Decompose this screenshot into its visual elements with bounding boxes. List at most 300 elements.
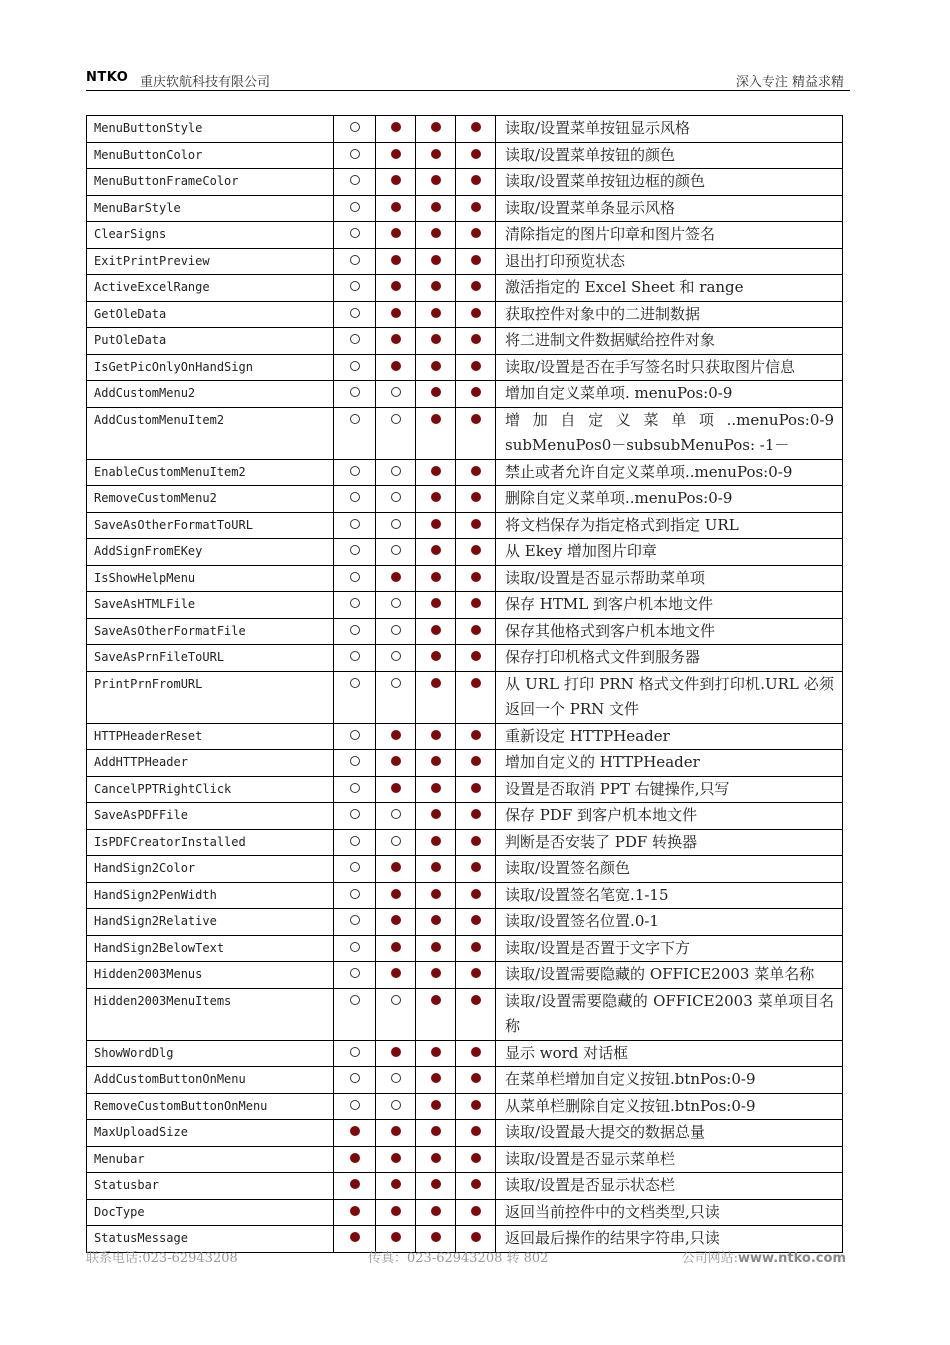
support-cell-3	[416, 856, 456, 883]
table-row	[87, 829, 843, 856]
open-circle-icon	[350, 862, 360, 872]
filled-circle-icon	[391, 889, 401, 899]
table-row	[87, 539, 843, 566]
support-cell-3	[416, 512, 456, 539]
api-name-cell: HandSign2Color	[87, 856, 334, 883]
api-description-cell: 读取/设置是否在手写签名时只获取图片信息	[496, 354, 843, 381]
filled-circle-icon	[431, 545, 441, 555]
api-name-cell: PutOleData	[87, 328, 334, 355]
support-cell-4	[456, 723, 496, 750]
support-cell-1	[334, 301, 376, 328]
filled-circle-icon	[471, 175, 481, 185]
filled-circle-icon	[431, 492, 441, 502]
filled-circle-icon	[471, 519, 481, 529]
filled-circle-icon	[471, 387, 481, 397]
api-name-cell: PrintPrnFromURL	[87, 671, 334, 723]
footer-website	[682, 1247, 846, 1266]
support-cell-1	[334, 354, 376, 381]
filled-circle-icon	[391, 783, 401, 793]
footer-fax: 传真：023-62943208 转 802	[368, 1251, 549, 1266]
support-cell-4	[456, 275, 496, 302]
api-name-cell: MenuBarStyle	[87, 195, 334, 222]
filled-circle-icon	[471, 678, 481, 688]
support-cell-2	[376, 1120, 416, 1147]
support-cell-2	[376, 909, 416, 936]
filled-circle-icon	[471, 1232, 481, 1242]
support-cell-2	[376, 1199, 416, 1226]
filled-circle-icon	[391, 730, 401, 740]
filled-circle-icon	[471, 598, 481, 608]
filled-circle-icon	[391, 281, 401, 291]
api-description-cell: 读取/设置需要隐藏的 OFFICE2003 菜单名称	[496, 962, 843, 989]
support-cell-2	[376, 328, 416, 355]
filled-circle-icon	[431, 809, 441, 819]
filled-circle-icon	[431, 1047, 441, 1057]
support-cell-1	[334, 1120, 376, 1147]
api-name-cell: GetOleData	[87, 301, 334, 328]
api-description-cell: 增 加 自 定 义 菜 单 项 ..menuPos:0-9 subMenuPos0－subsubMenuPos: -1－	[496, 407, 843, 459]
support-cell-4	[456, 248, 496, 275]
support-cell-3	[416, 169, 456, 196]
api-description-cell: 禁止或者允许自定义菜单项..menuPos:0-9	[496, 459, 843, 486]
support-cell-3	[416, 935, 456, 962]
table-row	[87, 512, 843, 539]
open-circle-icon	[350, 255, 360, 265]
filled-circle-icon	[431, 968, 441, 978]
support-cell-4	[456, 381, 496, 408]
filled-circle-icon	[431, 1206, 441, 1216]
support-cell-1	[334, 856, 376, 883]
support-cell-1	[334, 1040, 376, 1067]
filled-circle-icon	[431, 1073, 441, 1083]
open-circle-icon	[350, 730, 360, 740]
table-row	[87, 116, 843, 143]
api-description-cell: 读取/设置菜单按钮显示风格	[496, 116, 843, 143]
company-name: 重庆软航科技有限公司	[140, 75, 271, 90]
open-circle-icon	[350, 1047, 360, 1057]
support-cell-1	[334, 275, 376, 302]
filled-circle-icon	[431, 414, 441, 424]
support-cell-3	[416, 645, 456, 672]
open-circle-icon	[391, 466, 401, 476]
table-row	[87, 618, 843, 645]
table-row	[87, 909, 843, 936]
open-circle-icon	[391, 1100, 401, 1110]
support-cell-4	[456, 829, 496, 856]
open-circle-icon	[391, 598, 401, 608]
filled-circle-icon	[431, 836, 441, 846]
support-cell-4	[456, 856, 496, 883]
filled-circle-icon	[431, 625, 441, 635]
support-cell-4	[456, 803, 496, 830]
support-cell-3	[416, 486, 456, 513]
api-description-cell: 将二进制文件数据赋给控件对象	[496, 328, 843, 355]
open-circle-icon	[350, 1073, 360, 1083]
filled-circle-icon	[431, 202, 441, 212]
api-description-cell: 获取控件对象中的二进制数据	[496, 301, 843, 328]
support-cell-2	[376, 803, 416, 830]
open-circle-icon	[391, 625, 401, 635]
api-name-cell: MaxUploadSize	[87, 1120, 334, 1147]
api-name-cell: ActiveExcelRange	[87, 275, 334, 302]
support-cell-4	[456, 459, 496, 486]
api-description-cell: 读取/设置签名颜色	[496, 856, 843, 883]
support-cell-3	[416, 618, 456, 645]
api-name-cell: RemoveCustomButtonOnMenu	[87, 1093, 334, 1120]
support-cell-1	[334, 1199, 376, 1226]
filled-circle-icon	[431, 1232, 441, 1242]
open-circle-icon	[391, 545, 401, 555]
support-cell-3	[416, 459, 456, 486]
filled-circle-icon	[431, 387, 441, 397]
support-cell-3	[416, 381, 456, 408]
open-circle-icon	[350, 836, 360, 846]
open-circle-icon	[350, 334, 360, 344]
api-description-cell: 增加自定义的 HTTPHeader	[496, 750, 843, 777]
filled-circle-icon	[471, 1179, 481, 1189]
filled-circle-icon	[391, 1179, 401, 1189]
filled-circle-icon	[431, 175, 441, 185]
filled-circle-icon	[471, 1100, 481, 1110]
support-cell-2	[376, 275, 416, 302]
support-cell-2	[376, 723, 416, 750]
open-circle-icon	[350, 651, 360, 661]
support-cell-4	[456, 1067, 496, 1094]
support-cell-3	[416, 988, 456, 1040]
api-name-cell: Hidden2003Menus	[87, 962, 334, 989]
support-cell-3	[416, 962, 456, 989]
support-cell-4	[456, 776, 496, 803]
support-cell-1	[334, 618, 376, 645]
api-description-cell: 从菜单栏删除自定义按钮.btnPos:0-9	[496, 1093, 843, 1120]
api-name-cell: AddCustomMenu2	[87, 381, 334, 408]
table-row	[87, 301, 843, 328]
support-cell-1	[334, 1067, 376, 1094]
table-row	[87, 803, 843, 830]
support-cell-4	[456, 539, 496, 566]
support-cell-2	[376, 776, 416, 803]
open-circle-icon	[350, 228, 360, 238]
api-name-cell: ClearSigns	[87, 222, 334, 249]
api-description-cell: 从 URL 打印 PRN 格式文件到打印机.URL 必须返回一个 PRN 文件	[496, 671, 843, 723]
support-cell-1	[334, 909, 376, 936]
filled-circle-icon	[471, 466, 481, 476]
filled-circle-icon	[431, 730, 441, 740]
table-row	[87, 1120, 843, 1147]
filled-circle-icon	[431, 122, 441, 132]
api-name-cell: IsGetPicOnlyOnHandSign	[87, 354, 334, 381]
api-name-cell: HandSign2BelowText	[87, 935, 334, 962]
table-row	[87, 142, 843, 169]
support-cell-1	[334, 328, 376, 355]
support-cell-1	[334, 407, 376, 459]
api-name-cell: HandSign2PenWidth	[87, 882, 334, 909]
filled-circle-icon	[350, 1232, 360, 1242]
support-cell-2	[376, 142, 416, 169]
api-description-cell: 读取/设置菜单按钮边框的颜色	[496, 169, 843, 196]
table-row	[87, 407, 843, 459]
support-cell-2	[376, 512, 416, 539]
support-cell-4	[456, 195, 496, 222]
support-cell-1	[334, 381, 376, 408]
filled-circle-icon	[391, 228, 401, 238]
support-cell-4	[456, 565, 496, 592]
filled-circle-icon	[391, 1126, 401, 1136]
support-cell-1	[334, 222, 376, 249]
support-cell-2	[376, 671, 416, 723]
filled-circle-icon	[471, 915, 481, 925]
support-cell-4	[456, 407, 496, 459]
support-cell-2	[376, 962, 416, 989]
open-circle-icon	[350, 361, 360, 371]
filled-circle-icon	[471, 492, 481, 502]
filled-circle-icon	[391, 1153, 401, 1163]
table-row	[87, 1146, 843, 1173]
table-row	[87, 169, 843, 196]
table-row	[87, 1199, 843, 1226]
open-circle-icon	[350, 889, 360, 899]
filled-circle-icon	[471, 545, 481, 555]
support-cell-1	[334, 1093, 376, 1120]
support-cell-4	[456, 301, 496, 328]
filled-circle-icon	[431, 308, 441, 318]
support-cell-3	[416, 1173, 456, 1200]
filled-circle-icon	[431, 862, 441, 872]
filled-circle-icon	[431, 598, 441, 608]
table-row	[87, 222, 843, 249]
filled-circle-icon	[471, 281, 481, 291]
open-circle-icon	[350, 625, 360, 635]
filled-circle-icon	[471, 889, 481, 899]
support-cell-4	[456, 222, 496, 249]
table-row	[87, 459, 843, 486]
open-circle-icon	[350, 149, 360, 159]
table-row	[87, 645, 843, 672]
api-description-cell: 清除指定的图片印章和图片签名	[496, 222, 843, 249]
filled-circle-icon	[431, 1100, 441, 1110]
table-row	[87, 988, 843, 1040]
api-description-cell: 将文档保存为指定格式到指定 URL	[496, 512, 843, 539]
filled-circle-icon	[391, 572, 401, 582]
filled-circle-icon	[431, 149, 441, 159]
open-circle-icon	[350, 809, 360, 819]
support-cell-2	[376, 1067, 416, 1094]
support-cell-4	[456, 882, 496, 909]
api-description-cell: 设置是否取消 PPT 右键操作,只写	[496, 776, 843, 803]
support-cell-1	[334, 829, 376, 856]
filled-circle-icon	[391, 942, 401, 952]
support-cell-3	[416, 776, 456, 803]
filled-circle-icon	[471, 361, 481, 371]
support-cell-1	[334, 565, 376, 592]
support-cell-4	[456, 169, 496, 196]
support-cell-4	[456, 142, 496, 169]
filled-circle-icon	[471, 228, 481, 238]
support-cell-3	[416, 354, 456, 381]
filled-circle-icon	[431, 572, 441, 582]
support-cell-1	[334, 248, 376, 275]
api-description-cell: 保存打印机格式文件到服务器	[496, 645, 843, 672]
filled-circle-icon	[391, 915, 401, 925]
filled-circle-icon	[431, 228, 441, 238]
support-cell-1	[334, 988, 376, 1040]
support-cell-3	[416, 1120, 456, 1147]
support-cell-2	[376, 169, 416, 196]
table-row	[87, 486, 843, 513]
table-row	[87, 1040, 843, 1067]
support-cell-3	[416, 592, 456, 619]
support-cell-3	[416, 116, 456, 143]
filled-circle-icon	[431, 915, 441, 925]
support-cell-4	[456, 512, 496, 539]
filled-circle-icon	[431, 1179, 441, 1189]
support-cell-4	[456, 1040, 496, 1067]
filled-circle-icon	[431, 678, 441, 688]
table-row	[87, 381, 843, 408]
support-cell-4	[456, 1199, 496, 1226]
support-cell-2	[376, 856, 416, 883]
support-cell-4	[456, 935, 496, 962]
open-circle-icon	[350, 678, 360, 688]
filled-circle-icon	[431, 361, 441, 371]
api-name-cell: CancelPPTRightClick	[87, 776, 334, 803]
filled-circle-icon	[391, 756, 401, 766]
support-cell-4	[456, 1120, 496, 1147]
filled-circle-icon	[431, 756, 441, 766]
support-cell-1	[334, 195, 376, 222]
filled-circle-icon	[350, 1206, 360, 1216]
support-cell-2	[376, 935, 416, 962]
support-cell-1	[334, 486, 376, 513]
filled-circle-icon	[431, 466, 441, 476]
support-cell-1	[334, 169, 376, 196]
filled-circle-icon	[350, 1126, 360, 1136]
filled-circle-icon	[391, 122, 401, 132]
api-description-cell: 读取/设置需要隐藏的 OFFICE2003 菜单项目名称	[496, 988, 843, 1040]
filled-circle-icon	[431, 281, 441, 291]
support-cell-4	[456, 988, 496, 1040]
support-cell-3	[416, 539, 456, 566]
filled-circle-icon	[391, 255, 401, 265]
support-cell-1	[334, 459, 376, 486]
filled-circle-icon	[391, 1047, 401, 1057]
support-cell-2	[376, 459, 416, 486]
api-name-cell: DocType	[87, 1199, 334, 1226]
filled-circle-icon	[391, 862, 401, 872]
support-cell-1	[334, 723, 376, 750]
open-circle-icon	[391, 414, 401, 424]
support-cell-2	[376, 486, 416, 513]
open-circle-icon	[391, 387, 401, 397]
api-description-cell: 读取/设置菜单按钮的颜色	[496, 142, 843, 169]
support-cell-2	[376, 1173, 416, 1200]
filled-circle-icon	[471, 1153, 481, 1163]
page-footer	[86, 1247, 846, 1265]
open-circle-icon	[350, 783, 360, 793]
support-cell-3	[416, 1040, 456, 1067]
open-circle-icon	[350, 572, 360, 582]
api-table-body	[87, 116, 843, 1253]
open-circle-icon	[350, 414, 360, 424]
support-cell-3	[416, 1146, 456, 1173]
api-description-cell: 增加自定义菜单项. menuPos:0-9	[496, 381, 843, 408]
api-table	[86, 115, 843, 1253]
support-cell-3	[416, 142, 456, 169]
filled-circle-icon	[471, 572, 481, 582]
support-cell-1	[334, 935, 376, 962]
api-name-cell: Menubar	[87, 1146, 334, 1173]
filled-circle-icon	[471, 651, 481, 661]
filled-circle-icon	[431, 1126, 441, 1136]
open-circle-icon	[350, 308, 360, 318]
support-cell-2	[376, 248, 416, 275]
api-name-cell: SaveAsPrnFileToURL	[87, 645, 334, 672]
support-cell-3	[416, 222, 456, 249]
open-circle-icon	[350, 942, 360, 952]
open-circle-icon	[350, 968, 360, 978]
filled-circle-icon	[471, 1073, 481, 1083]
table-row	[87, 275, 843, 302]
api-name-cell: SaveAsPDFFile	[87, 803, 334, 830]
support-cell-2	[376, 829, 416, 856]
filled-circle-icon	[391, 149, 401, 159]
filled-circle-icon	[471, 308, 481, 318]
support-cell-2	[376, 354, 416, 381]
open-circle-icon	[350, 387, 360, 397]
open-circle-icon	[391, 1073, 401, 1083]
filled-circle-icon	[391, 334, 401, 344]
table-row	[87, 1093, 843, 1120]
api-description-cell: 读取/设置最大提交的数据总量	[496, 1120, 843, 1147]
table-row	[87, 723, 843, 750]
api-description-cell: 读取/设置菜单条显示风格	[496, 195, 843, 222]
table-row	[87, 354, 843, 381]
support-cell-4	[456, 116, 496, 143]
api-description-cell: 重新设定 HTTPHeader	[496, 723, 843, 750]
table-row	[87, 776, 843, 803]
table-row	[87, 962, 843, 989]
support-cell-2	[376, 539, 416, 566]
support-cell-3	[416, 328, 456, 355]
filled-circle-icon	[391, 361, 401, 371]
api-name-cell: RemoveCustomMenu2	[87, 486, 334, 513]
table-row	[87, 1173, 843, 1200]
support-cell-2	[376, 407, 416, 459]
api-name-cell: HandSign2Relative	[87, 909, 334, 936]
filled-circle-icon	[471, 836, 481, 846]
api-description-cell: 保存 PDF 到客户机本地文件	[496, 803, 843, 830]
support-cell-4	[456, 909, 496, 936]
filled-circle-icon	[471, 862, 481, 872]
support-cell-1	[334, 116, 376, 143]
footer-website-url[interactable]: www.ntko.com	[738, 1251, 846, 1266]
api-name-cell: IsShowHelpMenu	[87, 565, 334, 592]
filled-circle-icon	[431, 1153, 441, 1163]
support-cell-1	[334, 750, 376, 777]
filled-circle-icon	[471, 334, 481, 344]
api-description-cell: 显示 word 对话框	[496, 1040, 843, 1067]
table-row	[87, 935, 843, 962]
open-circle-icon	[350, 466, 360, 476]
filled-circle-icon	[471, 149, 481, 159]
support-cell-3	[416, 301, 456, 328]
api-description-cell: 退出打印预览状态	[496, 248, 843, 275]
support-cell-3	[416, 407, 456, 459]
filled-circle-icon	[431, 255, 441, 265]
support-cell-3	[416, 671, 456, 723]
footer-website-label: 公司网站:	[681, 1251, 739, 1266]
support-cell-2	[376, 645, 416, 672]
